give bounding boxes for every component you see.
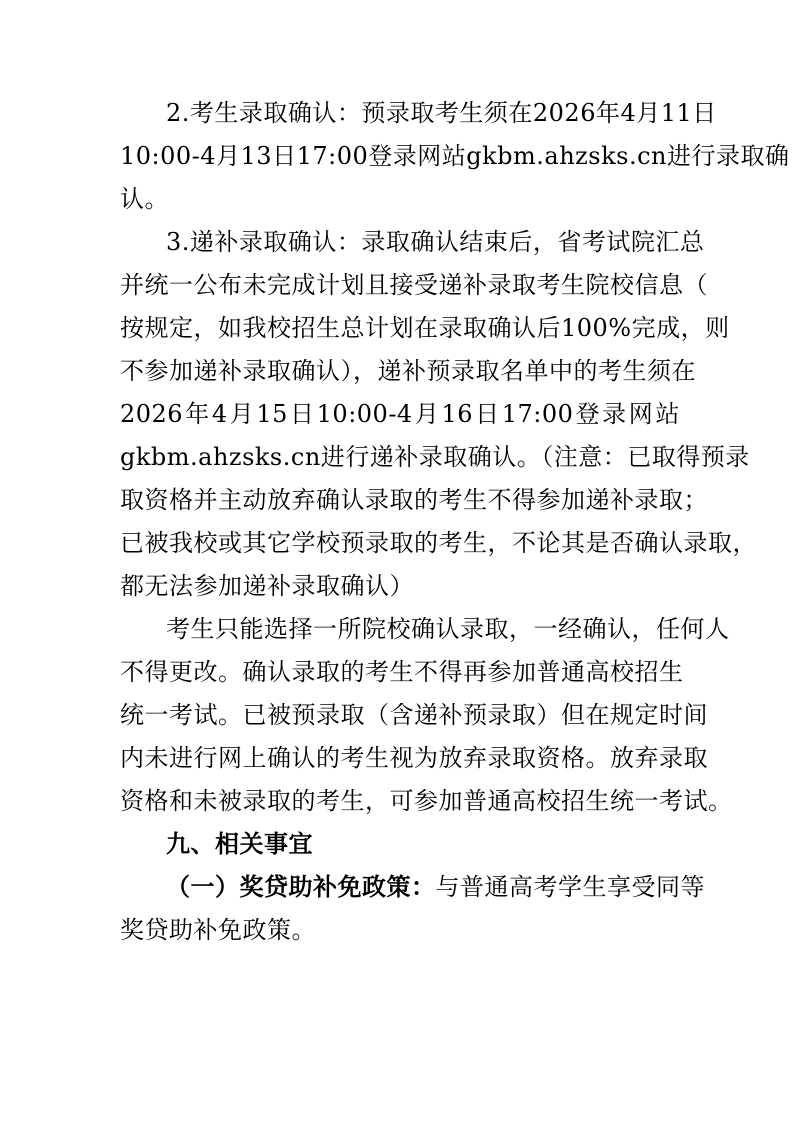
date-part: 日 (475, 400, 500, 428)
subsection-text: 与普通高考学生享受同等 (435, 873, 705, 901)
paragraph-line: 3.递补录取确认：录取确认结束后，省考试院汇总 (166, 228, 705, 256)
paragraph-line: 不参加递补录取确认），递补预录取名单中的考生须在 (120, 357, 696, 385)
date-part: 年 (185, 400, 210, 428)
paragraph-line: 2.考生录取确认：预录取考生须在2026年4月11日 (166, 99, 717, 127)
paragraph-line: 内未进行网上确认的考生视为放弃录取资格。放弃录取 (120, 744, 708, 772)
paragraph-line: 不得更改。确认录取的考生不得再参加普通高校招生 (120, 658, 684, 686)
paragraph-line: 已被我校或其它学校预录取的考生，不论其是否确认录取， (120, 529, 757, 557)
paragraph-line: gkbm.ahzsks.cn进行递补录取确认。（注意：已取得预录 (120, 443, 750, 471)
date-part: 月 (229, 400, 255, 428)
paragraph-line: 按规定，如我校招生总计划在录取确认后100%完成，则 (120, 314, 730, 342)
paragraph-line: 都无法参加递补录取确认） (120, 572, 414, 600)
date-part: 日 (290, 400, 315, 428)
paragraph-line: 统一考试。已被预录取（含递补预录取）但在规定时间 (120, 701, 708, 729)
date-part: 2026 (120, 400, 184, 428)
paragraph-line: 取资格并主动放弃确认录取的考生不得参加递补录取； (120, 486, 708, 514)
paragraph-line: 并统一公布未完成计划且接受递补录取考生院校信息（ (120, 271, 708, 299)
date-part: 17:00 (501, 400, 574, 428)
date-part: 录 (602, 400, 627, 428)
date-part: 登 (575, 400, 601, 428)
date-part: 10:00-4 (316, 400, 413, 428)
subsection-label: （一）奖贷助补免政策： (166, 873, 436, 901)
date-line (120, 398, 680, 430)
paragraph-line: 认。 (120, 185, 169, 213)
paragraph-line: 考生只能选择一所院校确认录取，一经确认，任何人 (166, 615, 730, 643)
paragraph-line: 资格和未被录取的考生，可参加普通高校招生统一考试。 (120, 787, 733, 815)
date-part: 网 (628, 400, 654, 428)
date-part: 站 (655, 400, 680, 428)
section-heading: 九、相关事宜 (166, 830, 313, 858)
date-part: 月 (414, 400, 440, 428)
paragraph-line: 奖贷助补免政策。 (120, 916, 316, 944)
paragraph-line: 10:00-4月13日17:00登录网站gkbm.ahzsks.cn进行录取确 (120, 142, 790, 170)
date-part: 15 (256, 400, 288, 428)
date-part: 16 (441, 400, 473, 428)
date-part: 4 (211, 400, 228, 428)
subsection-line (166, 871, 705, 903)
